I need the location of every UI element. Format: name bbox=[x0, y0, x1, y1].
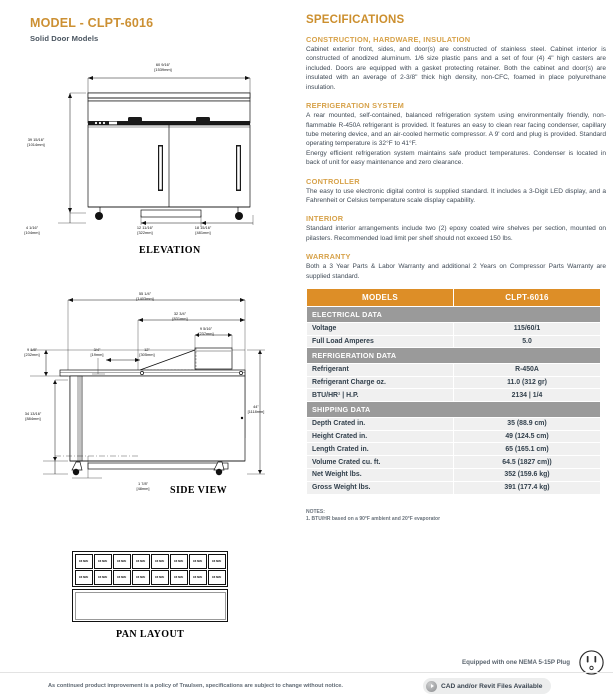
table-header-row bbox=[307, 289, 601, 307]
table-row bbox=[307, 430, 601, 443]
table-row bbox=[307, 335, 601, 348]
elevation-dim-bottom-left: 12 11/16" [322mm] bbox=[136, 225, 154, 235]
elevation-dim-bottom-right: 18 15/16" [481mm] bbox=[194, 225, 212, 235]
table-group-label: SHIPPING DATA bbox=[307, 402, 601, 418]
side-dim-lip: 3/4" [19mm] bbox=[90, 347, 104, 357]
cad-badge-label: CAD and/or Revit Files Available bbox=[441, 682, 543, 690]
section-controller bbox=[306, 177, 606, 206]
section-body: A rear mounted, self-contained, balanced refrigeration system using environmentally friendly, non-flammable R-450A refrigerant is provided. It features an easy to clean rear facing condenser, capillary tube metering device, and an air-cooled hermetic compressor. A 9' cord and plug is provided. Standard operating temperature is 32°F to 41°F. bbox=[306, 112, 606, 148]
table-cell-label: Gross Weight lbs. bbox=[307, 481, 454, 494]
cad-files-badge[interactable] bbox=[423, 678, 551, 694]
pan-cell bbox=[151, 570, 169, 585]
pan-layout-label: PAN LAYOUT bbox=[116, 629, 185, 640]
pan-cell-label: 1/6 SIZE bbox=[78, 575, 89, 579]
section-body: The easy to use electronic digital control is supplied standard. It includes a 3-Digit LED display, and a Fahrenheit or Celsius temperature scale display capability. bbox=[306, 187, 606, 205]
pan-cell bbox=[170, 570, 188, 585]
pan-cell bbox=[208, 570, 226, 585]
pan-cell-label: 1/6 SIZE bbox=[116, 559, 127, 563]
pan-cell-label: 1/6 SIZE bbox=[173, 559, 184, 563]
table-group-row bbox=[307, 348, 601, 364]
section-body: Cabinet exterior front, sides, and door(s) are constructed of stainless steel. Cabinet interior is constructed of anodized aluminum. 1/6 size plastic pans and a set of four (4) 4" high casters are included. Doors are equipped with a gasket protecting retainer. Both the cabinet and door(s) are insulated with an average of 2-3/8" thick high density, non-CFC, foamed in place polyurethane insulation. bbox=[306, 46, 606, 91]
side-view-label: SIDE VIEW bbox=[170, 485, 228, 496]
pan-layout-cabinet-outline bbox=[72, 589, 228, 622]
table-cell-label: Height Crated in. bbox=[307, 430, 454, 443]
table-row bbox=[307, 468, 601, 481]
notes-line-1: 1. BTU/HR based on a 90°F ambient and 20°F evaporator bbox=[306, 516, 441, 523]
section-heading: CONTROLLER bbox=[306, 176, 360, 186]
table-cell-value: 64.5 (1827 cm)) bbox=[454, 456, 601, 469]
pan-cell-label: 1/6 SIZE bbox=[135, 575, 146, 579]
table-cell-value: 352 (159.6 kg) bbox=[454, 468, 601, 481]
table-group-row bbox=[307, 402, 601, 418]
table-cell-value: 5.0 bbox=[454, 335, 601, 348]
notes-block bbox=[306, 509, 606, 524]
section-body: Standard interior arrangements include two (2) epoxy coated wire shelves per section, mounted on pilasters. Recommended load limit per shelf should not exceed 150 lbs. bbox=[306, 225, 606, 242]
table-row bbox=[307, 456, 601, 469]
drawings-column bbox=[0, 0, 300, 700]
pan-cell bbox=[75, 554, 93, 569]
section-body-continued: Energy efficient refrigeration system maintains safe product temperatures. Condenser is located in back of unit for easy maintenance and zero clearance. bbox=[306, 149, 606, 167]
table-cell-label: Refrigerant bbox=[307, 363, 454, 376]
elevation-dim-overall-width: 60 9/16" [1539mm] bbox=[154, 62, 172, 72]
table-header-cell: CLPT-6016 bbox=[454, 289, 601, 307]
table-cell-label: Full Load Amperes bbox=[307, 335, 454, 348]
table-cell-label: Refrigerant Charge oz. bbox=[307, 376, 454, 389]
page-subtitle: Solid Door Models bbox=[30, 34, 99, 43]
pan-cell bbox=[189, 570, 207, 585]
footer-divider bbox=[0, 672, 613, 673]
side-dim-total-height: 44" [1118mm] bbox=[247, 404, 265, 414]
elevation-view-label: ELEVATION bbox=[139, 245, 201, 256]
pan-cell-label: 1/6 SIZE bbox=[211, 559, 222, 563]
table-row bbox=[307, 443, 601, 456]
table-cell-value: 65 (165.1 cm) bbox=[454, 443, 601, 456]
pan-cell-label: 1/6 SIZE bbox=[135, 559, 146, 563]
specifications-title: SPECIFICATIONS bbox=[306, 14, 405, 26]
section-heading: INTERIOR bbox=[306, 214, 344, 224]
side-dim-base-clearance: 1 7/8" [48mm] bbox=[136, 481, 150, 491]
elevation-drawing bbox=[10, 55, 300, 245]
table-group-row bbox=[307, 307, 601, 323]
section-interior bbox=[306, 214, 606, 243]
table-row bbox=[307, 322, 601, 335]
table-cell-value: R-450A bbox=[454, 363, 601, 376]
pan-cell bbox=[151, 554, 169, 569]
table-group-label: ELECTRICAL DATA bbox=[307, 307, 601, 323]
pan-cell bbox=[208, 554, 226, 569]
pan-cell-label: 1/6 SIZE bbox=[116, 575, 127, 579]
table-cell-label: Voltage bbox=[307, 322, 454, 335]
section-heading: REFRIGERATION SYSTEM bbox=[306, 101, 405, 111]
section-warranty bbox=[306, 252, 606, 281]
pan-cell bbox=[94, 570, 112, 585]
pan-cell-label: 1/6 SIZE bbox=[173, 575, 184, 579]
table-row bbox=[307, 363, 601, 376]
section-refrigeration bbox=[306, 101, 606, 168]
notes-title: NOTES: bbox=[306, 508, 325, 515]
elevation-dim-caster-height: 4 1/16" [104mm] bbox=[24, 225, 40, 235]
table-group-label: REFRIGERATION DATA bbox=[307, 348, 601, 364]
pan-cell bbox=[94, 554, 112, 569]
pan-cell bbox=[132, 570, 150, 585]
table-cell-value: 11.0 (312 gr) bbox=[454, 376, 601, 389]
table-cell-value: 35 (88.9 cm) bbox=[454, 417, 601, 430]
table-cell-label: BTU/HR¹ | H.P. bbox=[307, 389, 454, 402]
pan-cell bbox=[113, 570, 131, 585]
side-dim-cabinet-depth: 32 3/4" [831mm] bbox=[172, 311, 188, 321]
table-cell-label: Depth Crated in. bbox=[307, 417, 454, 430]
table-cell-label: Volume Crated cu. ft. bbox=[307, 456, 454, 469]
section-body: Both a 3 Year Parts & Labor Warranty and additional 2 Years on Compressor Parts Warranty are supplied standard. bbox=[306, 263, 606, 280]
section-construction bbox=[306, 35, 606, 92]
table-cell-value: 391 (177.4 kg) bbox=[454, 481, 601, 494]
pan-cell-label: 1/6 SIZE bbox=[97, 559, 108, 563]
table-row bbox=[307, 481, 601, 494]
page-title: MODEL - CLPT-6016 bbox=[30, 16, 154, 30]
pan-cell-label: 1/6 SIZE bbox=[211, 575, 222, 579]
side-dim-top-height: 9 1/8" [232mm] bbox=[24, 347, 40, 357]
pan-cell-label: 1/6 SIZE bbox=[78, 559, 89, 563]
pan-cell bbox=[170, 554, 188, 569]
section-heading: WARRANTY bbox=[306, 252, 351, 262]
pan-cell bbox=[132, 554, 150, 569]
pan-cell-label: 1/6 SIZE bbox=[97, 575, 108, 579]
pan-cell-label: 1/6 SIZE bbox=[154, 575, 165, 579]
pan-cell bbox=[75, 570, 93, 585]
table-row bbox=[307, 376, 601, 389]
table-cell-label: Net Weight lbs. bbox=[307, 468, 454, 481]
side-dim-overall-depth: 55 1/4" [1403mm] bbox=[136, 291, 154, 301]
table-row bbox=[307, 389, 601, 402]
table-cell-value: 115/60/1 bbox=[454, 322, 601, 335]
pan-layout-drawing bbox=[72, 551, 228, 622]
section-heading: CONSTRUCTION, HARDWARE, INSULATION bbox=[306, 35, 471, 44]
table-header-cell: MODELS bbox=[307, 289, 454, 307]
table-cell-label: Length Crated in. bbox=[307, 443, 454, 456]
play-circle-icon bbox=[426, 681, 437, 692]
side-dim-cutting-board: 12" [305mm] bbox=[139, 347, 155, 357]
disclaimer-text: As continued product improvement is a policy of Traulsen, specifications are subject to change without notice. bbox=[48, 683, 343, 689]
side-dim-rail-depth: 9 5/16" [237mm] bbox=[198, 326, 214, 336]
side-dim-cabinet-height: 34 13/16" [884mm] bbox=[24, 411, 42, 421]
pan-cell-label: 1/6 SIZE bbox=[192, 575, 203, 579]
specifications-table bbox=[306, 288, 601, 494]
table-cell-value: 49 (124.5 cm) bbox=[454, 430, 601, 443]
plug-label: Equipped with one NEMA 5-15P Plug bbox=[462, 659, 570, 666]
specifications-column bbox=[306, 0, 606, 700]
pan-cell bbox=[189, 554, 207, 569]
table-row bbox=[307, 417, 601, 430]
pan-cell-label: 1/6 SIZE bbox=[192, 559, 203, 563]
table-cell-value: 2134 | 1/4 bbox=[454, 389, 601, 402]
pan-cell bbox=[113, 554, 131, 569]
pan-cell-label: 1/6 SIZE bbox=[154, 559, 165, 563]
elevation-dim-overall-height: 39 15/16" [1014mm] bbox=[27, 137, 45, 147]
